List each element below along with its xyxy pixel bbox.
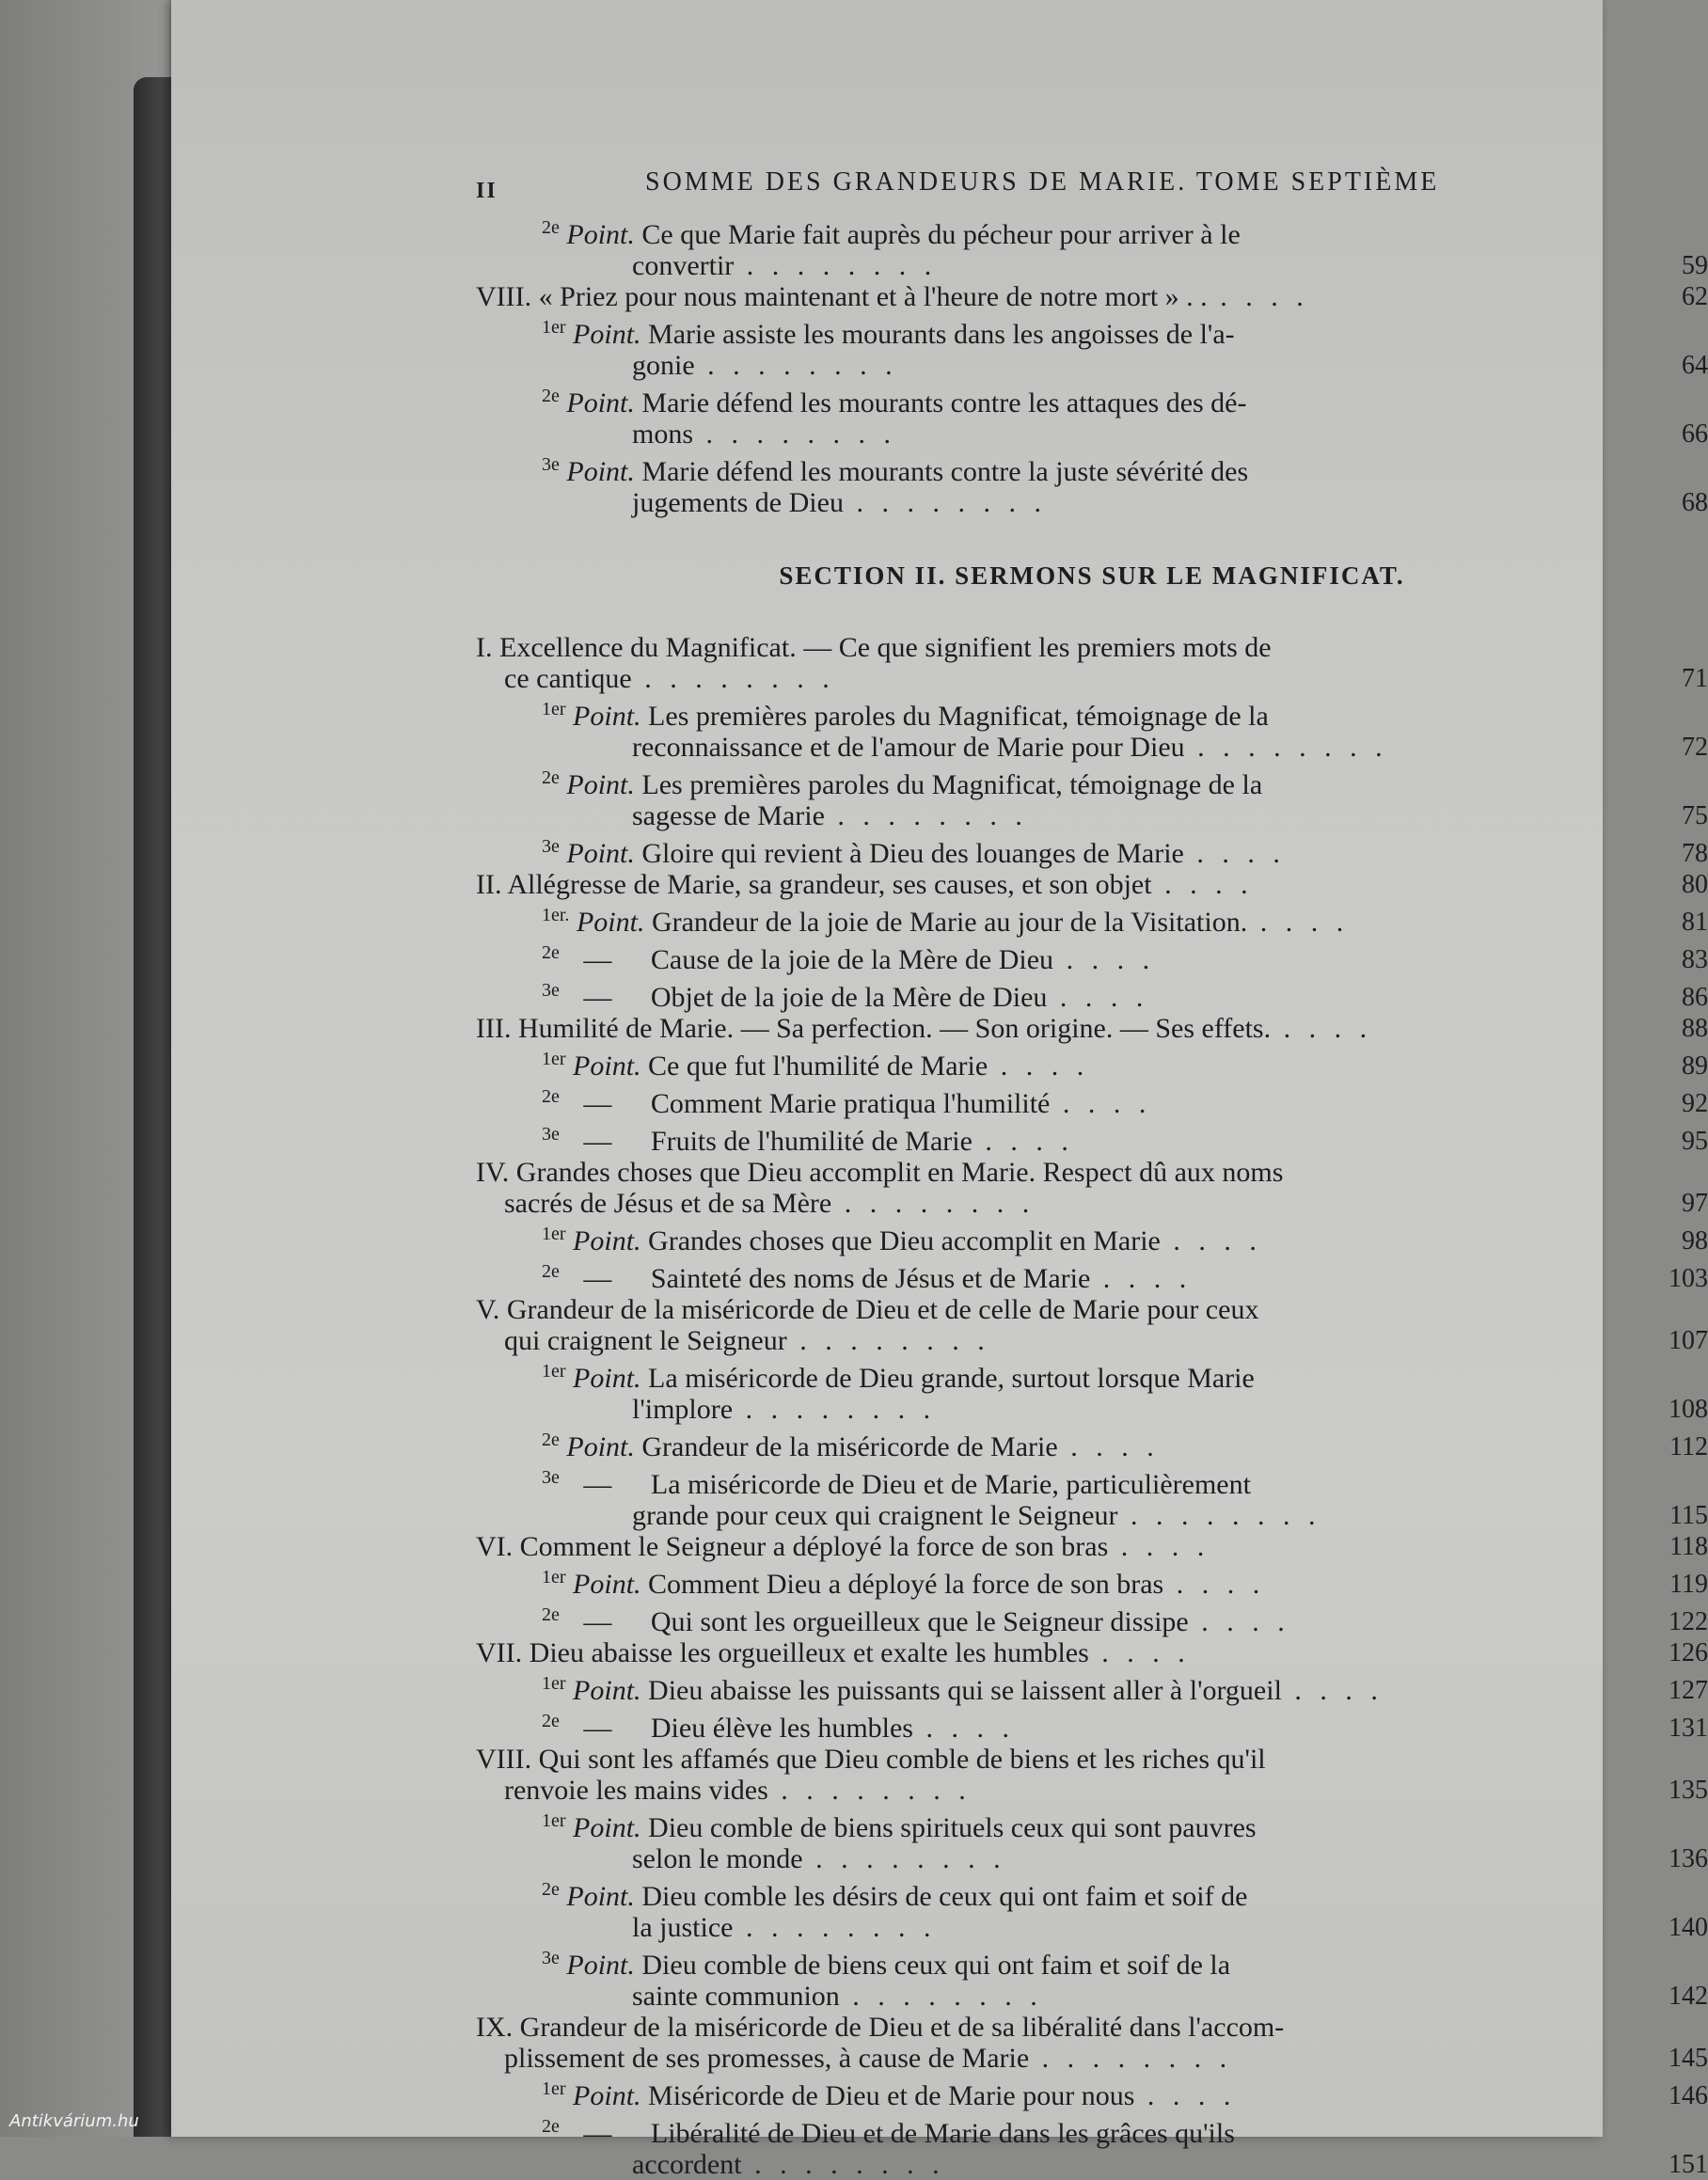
entry-continuation	[542, 350, 1708, 381]
entry-title-continued: grande pour ceux qui craignent le Seigneur	[632, 1500, 1118, 1531]
dot-leader: . . . .	[1090, 1263, 1193, 1294]
dot-leader: . . . .	[972, 1126, 1074, 1157]
toc-entry	[476, 632, 1708, 694]
entry-heading	[542, 1943, 1708, 1981]
toc-entry	[476, 900, 1708, 938]
toc-entry	[476, 381, 1708, 450]
entry-ordinal: 1er	[542, 2078, 566, 2099]
entry-point-label: —	[583, 1469, 612, 1500]
toc-entry	[476, 1425, 1708, 1462]
entry-ordinal: 2e	[542, 1879, 560, 1900]
entry-continuation	[542, 487, 1708, 518]
entry-title: Dieu abaisse les puissants qui se laissent aller à l'orgueil	[648, 1675, 1282, 1706]
entry-page-number: 107	[1668, 1326, 1708, 1355]
entry-ordinal: 2e	[542, 1604, 560, 1625]
entry-title-continued: sacrés de Jésus et de sa Mère	[504, 1188, 832, 1219]
entry-ordinal: 2e	[542, 217, 560, 238]
entry-page-number: 92	[1682, 1089, 1708, 1118]
toc-part-1	[476, 213, 1708, 518]
entry-roman-numeral: VII.	[476, 1637, 530, 1668]
entry-ordinal: 1er	[542, 1049, 566, 1069]
entry-title-continued: la justice	[632, 1912, 734, 1943]
entry-title: Dieu comble les désirs de ceux qui ont faim et soif de	[641, 1881, 1248, 1912]
toc-entry	[476, 1462, 1708, 1531]
entry-heading	[476, 1294, 1708, 1325]
entry-continuation	[542, 1500, 1708, 1531]
entry-title-continued: sainte communion	[632, 1981, 840, 2012]
entry-title: La miséricorde de Dieu grande, surtout lorsque Marie	[648, 1363, 1255, 1394]
entry-heading	[542, 938, 1708, 975]
entry-title: Les premières paroles du Magnificat, témoignage de la	[641, 769, 1263, 800]
entry-title-continued: accordent	[632, 2149, 742, 2180]
entry-page-number: 75	[1682, 801, 1708, 830]
entry-ordinal: 3e	[542, 1467, 560, 1488]
entry-heading	[476, 632, 1708, 663]
toc-entry	[476, 2111, 1708, 2180]
entry-heading	[542, 1219, 1708, 1256]
entry-page-number: 66	[1682, 419, 1708, 449]
dot-leader: . . . . . . . .	[1117, 1500, 1321, 1531]
entry-point-label: —	[583, 2118, 612, 2149]
entry-title: Grandeur de la joie de Marie au jour de la Visitation.	[651, 907, 1248, 938]
entry-title: Allégresse de Marie, sa grandeur, ses causes, et son objet	[507, 869, 1152, 900]
entry-point-label: Point.	[573, 319, 641, 350]
entry-ordinal: 2e	[542, 386, 560, 406]
entry-page-number: 83	[1682, 945, 1708, 974]
entry-heading	[542, 2111, 1708, 2149]
entry-title-continued: l'implore	[632, 1394, 734, 1425]
entry-title: Dieu comble de biens spirituels ceux qui sont pauvres	[648, 1812, 1257, 1843]
entry-title: Miséricorde de Dieu et de Marie pour nous	[648, 2080, 1135, 2111]
dot-leader: . . . .	[1160, 1225, 1262, 1256]
entry-page-number: 131	[1668, 1714, 1708, 1743]
toc-entry	[476, 1744, 1708, 1806]
watermark: Antikvárium.hu	[9, 2111, 139, 2131]
entry-ordinal: 2e	[542, 942, 560, 963]
entry-point-label: —	[583, 1713, 612, 1744]
entry-heading	[542, 312, 1708, 350]
entry-page-number: 72	[1682, 733, 1708, 762]
entry-page-number: 62	[1682, 282, 1708, 311]
entry-point-label: Point.	[573, 701, 641, 732]
entry-page-number: 68	[1682, 488, 1708, 517]
dot-leader: . . . . . . . .	[843, 487, 1047, 518]
entry-title: Les premières paroles du Magnificat, témoignage de la	[648, 701, 1269, 732]
entry-page-number: 135	[1668, 1776, 1708, 1805]
entry-roman-numeral: II.	[476, 869, 508, 900]
dot-leader: . . . . . . . .	[824, 800, 1028, 831]
dot-leader: . . . . . . . .	[741, 2149, 945, 2180]
entry-title-continued: qui craignent le Seigneur	[504, 1325, 787, 1356]
dot-leader: . . . . . . . .	[839, 1981, 1043, 2012]
dot-leader: . . . . . . . .	[786, 1325, 990, 1356]
entry-heading	[476, 1531, 1708, 1562]
dot-leader: . . . .	[1053, 944, 1156, 975]
entry-heading	[542, 1668, 1708, 1706]
entry-ordinal: 2e	[542, 1711, 560, 1731]
entry-continuation	[542, 2149, 1708, 2180]
entry-page-number: 136	[1668, 1844, 1708, 1873]
entry-heading	[542, 213, 1708, 250]
entry-title: Grandeur de la miséricorde de Dieu et de celle de Marie pour ceux	[506, 1294, 1259, 1325]
page-number: II	[476, 179, 498, 203]
toc-entry	[476, 2074, 1708, 2111]
entry-page-number: 86	[1682, 983, 1708, 1012]
entry-ordinal: 1er	[542, 1361, 566, 1382]
dot-leader: . . . .	[1108, 1531, 1210, 1562]
entry-heading	[542, 1600, 1708, 1637]
entry-point-label: —	[583, 982, 612, 1013]
entry-title: Objet de la joie de la Mère de Dieu	[650, 982, 1048, 1013]
entry-title: « Priez pour nous maintenant et à l'heure de notre mort » . .	[538, 281, 1208, 312]
toc-entry	[476, 1874, 1708, 1943]
toc-entry	[476, 1013, 1708, 1044]
toc-entry	[476, 1119, 1708, 1157]
entry-page-number: 89	[1682, 1051, 1708, 1081]
entry-point-label: Point.	[576, 907, 645, 938]
table-of-contents	[476, 158, 1708, 2180]
entry-title-continued: reconnaissance et de l'amour de Marie pour Dieu	[632, 732, 1185, 763]
entry-title-continued: gonie	[632, 350, 695, 381]
entry-ordinal: 2e	[542, 767, 560, 788]
toc-entry	[476, 1157, 1708, 1219]
entry-title: Excellence du Magnificat. — Ce que signifient les premiers mots de	[499, 632, 1272, 663]
dot-leader: . . . .	[1188, 1606, 1290, 1637]
entry-title: Grandeur de la miséricorde de Dieu et de sa libéralité dans l'accom-	[519, 2012, 1285, 2043]
toc-entry	[476, 1256, 1708, 1294]
toc-entry	[476, 450, 1708, 518]
dot-leader: . . . .	[988, 1051, 1090, 1082]
entry-heading	[476, 1744, 1708, 1775]
entry-roman-numeral: V.	[476, 1294, 507, 1325]
entry-title: Ce que fut l'humilité de Marie	[648, 1051, 988, 1082]
entry-continuation	[542, 1981, 1708, 2012]
entry-point-label: Point.	[566, 387, 635, 419]
dot-leader: . . . . . . . .	[733, 1394, 937, 1425]
toc-entry	[476, 1531, 1708, 1562]
dot-leader: . . . .	[1247, 907, 1350, 938]
entry-heading	[542, 2074, 1708, 2111]
toc-entry	[476, 831, 1708, 869]
entry-title: Libéralité de Dieu et de Marie dans les grâces qu'ils	[650, 2118, 1235, 2149]
toc-entry	[476, 938, 1708, 975]
entry-continuation	[476, 663, 1708, 694]
entry-point-label: —	[583, 1126, 612, 1157]
dot-leader: . . . .	[1183, 838, 1286, 869]
entry-continuation	[476, 1325, 1708, 1356]
running-title: SOMME DES GRANDEURS DE MARIE. TOME SEPTIÈME	[645, 167, 1440, 197]
entry-title-continued: mons	[632, 419, 694, 450]
toc-entry	[476, 1219, 1708, 1256]
entry-roman-numeral: IX.	[476, 2012, 520, 2043]
entry-point-label: Point.	[573, 1363, 641, 1394]
entry-point-label: Point.	[566, 456, 635, 487]
toc-entry	[476, 312, 1708, 381]
dot-leader: . . . .	[1057, 1431, 1160, 1462]
entry-heading	[542, 1462, 1708, 1500]
toc-entry	[476, 213, 1708, 281]
entry-title: Marie défend les mourants contre la juste sévérité des	[641, 456, 1249, 487]
entry-heading	[542, 763, 1708, 800]
entry-continuation	[542, 419, 1708, 450]
entry-roman-numeral: VI.	[476, 1531, 520, 1562]
entry-title: Comment Marie pratiqua l'humilité	[650, 1088, 1051, 1119]
entry-ordinal: 3e	[542, 980, 560, 1001]
entry-heading	[542, 1425, 1708, 1462]
entry-heading	[542, 1256, 1708, 1294]
dot-leader: . . . . . . . .	[831, 1188, 1036, 1219]
entry-point-label: Point.	[566, 838, 635, 869]
entry-ordinal: 3e	[542, 1124, 560, 1145]
entry-continuation	[476, 1775, 1708, 1806]
entry-ordinal: 1er	[542, 1673, 566, 1694]
entry-heading	[542, 1874, 1708, 1912]
entry-ordinal: 2e	[542, 2116, 560, 2137]
entry-roman-numeral: I.	[476, 632, 499, 663]
entry-point-label: Point.	[566, 769, 635, 800]
entry-point-label: —	[583, 1263, 612, 1294]
entry-roman-numeral: VIII.	[476, 281, 539, 312]
entry-heading	[542, 1356, 1708, 1394]
toc-entry	[476, 1600, 1708, 1637]
dot-leader: . . . .	[1047, 982, 1149, 1013]
entry-ordinal: 3e	[542, 454, 560, 475]
entry-roman-numeral: IV.	[476, 1157, 516, 1188]
dot-leader: . . . . . . . .	[767, 1775, 972, 1806]
entry-heading	[542, 450, 1708, 487]
entry-point-label: —	[583, 1606, 612, 1637]
entry-ordinal: 1er.	[542, 905, 570, 925]
entry-title-continued: renvoie les mains vides	[504, 1775, 768, 1806]
entry-page-number: 146	[1668, 2081, 1708, 2110]
toc-entry	[476, 1668, 1708, 1706]
entry-continuation	[476, 2043, 1708, 2074]
entry-continuation	[542, 1912, 1708, 1943]
entry-title: Gloire qui revient à Dieu des louanges de Marie	[641, 838, 1184, 869]
entry-page-number: 119	[1669, 1570, 1708, 1599]
dot-leader: . . . . . . . .	[1184, 732, 1388, 763]
dot-leader: . . . . . . . .	[631, 663, 835, 694]
entry-ordinal: 3e	[542, 836, 560, 857]
dot-leader: . . . . . . . .	[802, 1843, 1006, 1874]
entry-page-number: 142	[1668, 1982, 1708, 2011]
entry-title: Grandes choses que Dieu accomplit en Marie	[648, 1225, 1161, 1256]
dot-leader: . . . .	[1088, 1637, 1191, 1668]
entry-continuation	[542, 1394, 1708, 1425]
dot-leader: . . . . . . . .	[694, 350, 898, 381]
entry-heading	[542, 1044, 1708, 1082]
dot-leader: . . . .	[1134, 2080, 1237, 2111]
entry-ordinal: 1er	[542, 699, 566, 719]
dot-leader: . . . .	[1151, 869, 1254, 900]
dot-leader: . . . .	[1271, 1013, 1373, 1044]
entry-title: Humilité de Marie. — Sa perfection. — Son origine. — Ses effets.	[517, 1013, 1272, 1044]
entry-ordinal: 2e	[542, 1086, 560, 1107]
entry-continuation	[542, 1843, 1708, 1874]
entry-heading	[476, 2012, 1708, 2043]
section-heading: SECTION II. SERMONS SUR LE MAGNIFICAT.	[779, 561, 1405, 590]
toc-entry	[476, 1562, 1708, 1600]
entry-title-continued: ce cantique	[504, 663, 632, 694]
entry-heading	[476, 1637, 1708, 1668]
entry-page-number: 140	[1668, 1913, 1708, 1942]
toc-entry	[476, 1637, 1708, 1668]
entry-page-number: 126	[1668, 1638, 1708, 1667]
entry-title-continued: plissement de ses promesses, à cause de Marie	[504, 2043, 1030, 2074]
entry-title: Grandes choses que Dieu accomplit en Marie. Respect dû aux noms	[515, 1157, 1284, 1188]
toc-part-2	[476, 632, 1708, 2180]
page-header	[476, 158, 1708, 203]
entry-title: Comment Dieu a déployé la force de son bras	[648, 1569, 1164, 1600]
entry-title: Qui sont les orgueilleux que le Seigneur dissipe	[650, 1606, 1189, 1637]
entry-heading	[542, 1082, 1708, 1119]
entry-roman-numeral: VIII.	[476, 1744, 539, 1775]
dot-leader: . . . .	[1207, 281, 1309, 312]
toc-entry	[476, 763, 1708, 831]
entry-page-number: 88	[1682, 1014, 1708, 1043]
toc-entry	[476, 2012, 1708, 2074]
entry-point-label: Point.	[566, 1431, 635, 1462]
entry-ordinal: 1er	[542, 1224, 566, 1244]
entry-page-number: 78	[1682, 839, 1708, 868]
entry-continuation	[542, 732, 1708, 763]
entry-page-number: 118	[1669, 1532, 1708, 1561]
entry-title: Dieu élève les humbles	[650, 1713, 913, 1744]
entry-title: Ce que Marie fait auprès du pécheur pour arriver à le	[641, 219, 1241, 250]
entry-ordinal: 1er	[542, 1810, 566, 1831]
entry-title: Fruits de l'humilité de Marie	[650, 1126, 973, 1157]
entry-heading	[542, 1562, 1708, 1600]
entry-page-number: 103	[1668, 1264, 1708, 1293]
entry-page-number: 108	[1668, 1395, 1708, 1424]
toc-entry	[476, 1943, 1708, 2012]
toc-entry	[476, 1082, 1708, 1119]
entry-heading	[542, 1806, 1708, 1843]
toc-entry	[476, 869, 1708, 900]
entry-page-number: 59	[1682, 251, 1708, 280]
entry-title: Qui sont les affamés que Dieu comble de biens et les riches qu'il	[538, 1744, 1266, 1775]
entry-page-number: 145	[1668, 2044, 1708, 2073]
entry-point-label: —	[583, 944, 612, 975]
entry-title: La miséricorde de Dieu et de Marie, particulièrement	[650, 1469, 1251, 1500]
entry-point-label: Point.	[566, 1950, 635, 1981]
dot-leader: . . . .	[1163, 1569, 1266, 1600]
entry-page-number: 64	[1682, 351, 1708, 380]
entry-ordinal: 3e	[542, 1948, 560, 1968]
entry-ordinal: 1er	[542, 317, 566, 338]
toc-entry	[476, 975, 1708, 1013]
toc-entry	[476, 1356, 1708, 1425]
entry-title-continued: selon le monde	[632, 1843, 803, 1874]
dot-leader: . . . . . . . .	[733, 1912, 937, 1943]
entry-heading	[542, 1706, 1708, 1744]
dot-leader: . . . . . . . .	[734, 250, 938, 281]
entry-heading	[542, 694, 1708, 732]
toc-entry	[476, 1706, 1708, 1744]
entry-ordinal: 1er	[542, 1567, 566, 1588]
entry-title: Cause de la joie de la Mère de Dieu	[650, 944, 1054, 975]
entry-point-label: Point.	[566, 1881, 635, 1912]
entry-title-continued: jugements de Dieu	[632, 487, 844, 518]
entry-point-label: Point.	[573, 1569, 641, 1600]
book-page	[171, 0, 1708, 2180]
entry-page-number: 151	[1668, 2150, 1708, 2179]
dot-leader: . . . . . . . .	[1029, 2043, 1233, 2074]
entry-page-number: 127	[1668, 1676, 1708, 1705]
entry-point-label: Point.	[573, 1051, 641, 1082]
toc-entry	[476, 281, 1708, 312]
entry-title-continued: sagesse de Marie	[632, 800, 825, 831]
entry-title: Marie défend les mourants contre les attaques des dé-	[641, 387, 1247, 419]
entry-heading	[476, 1013, 1708, 1044]
entry-title: Dieu abaisse les orgueilleux et exalte les humbles	[529, 1637, 1089, 1668]
entry-title: Sainteté des noms de Jésus et de Marie	[650, 1263, 1091, 1294]
entry-point-label: Point.	[566, 219, 635, 250]
dot-leader: . . . . . . . .	[693, 419, 897, 450]
dot-leader: . . . .	[1281, 1675, 1384, 1706]
entry-roman-numeral: III.	[476, 1013, 518, 1044]
toc-entry	[476, 1044, 1708, 1082]
entry-heading	[542, 975, 1708, 1013]
entry-continuation	[542, 250, 1708, 281]
entry-point-label: Point.	[573, 1675, 641, 1706]
entry-page-number: 81	[1682, 908, 1708, 937]
entry-title-continued: convertir	[632, 250, 735, 281]
entry-page-number: 112	[1669, 1432, 1708, 1461]
entry-continuation	[542, 800, 1708, 831]
entry-heading	[542, 900, 1708, 938]
entry-point-label: Point.	[573, 2080, 641, 2111]
entry-heading	[542, 1119, 1708, 1157]
entry-page-number: 95	[1682, 1127, 1708, 1156]
entry-page-number: 122	[1668, 1607, 1708, 1636]
entry-ordinal: 2e	[542, 1261, 560, 1282]
dot-leader: . . . .	[1050, 1088, 1152, 1119]
entry-point-label: Point.	[573, 1225, 641, 1256]
entry-title: Marie assiste les mourants dans les angoisses de l'a-	[648, 319, 1235, 350]
entry-page-number: 71	[1682, 664, 1708, 693]
entry-title: Grandeur de la miséricorde de Marie	[641, 1431, 1058, 1462]
entry-title: Comment le Seigneur a déployé la force de son bras	[519, 1531, 1109, 1562]
entry-page-number: 80	[1682, 870, 1708, 899]
entry-page-number: 115	[1669, 1501, 1708, 1530]
entry-heading	[476, 281, 1708, 312]
toc-entry	[476, 1294, 1708, 1356]
entry-page-number: 97	[1682, 1189, 1708, 1218]
entry-title: Dieu comble de biens ceux qui ont faim et soif de la	[641, 1950, 1231, 1981]
toc-entry	[476, 1806, 1708, 1874]
entry-point-label: —	[583, 1088, 612, 1119]
entry-point-label: Point.	[573, 1812, 641, 1843]
entry-continuation	[476, 1188, 1708, 1219]
entry-page-number: 98	[1682, 1226, 1708, 1256]
entry-heading	[476, 1157, 1708, 1188]
entry-ordinal: 2e	[542, 1430, 560, 1450]
toc-entry	[476, 694, 1708, 763]
dot-leader: . . . .	[912, 1713, 1015, 1744]
entry-heading	[542, 381, 1708, 419]
entry-heading	[542, 831, 1708, 869]
entry-heading	[476, 869, 1708, 900]
